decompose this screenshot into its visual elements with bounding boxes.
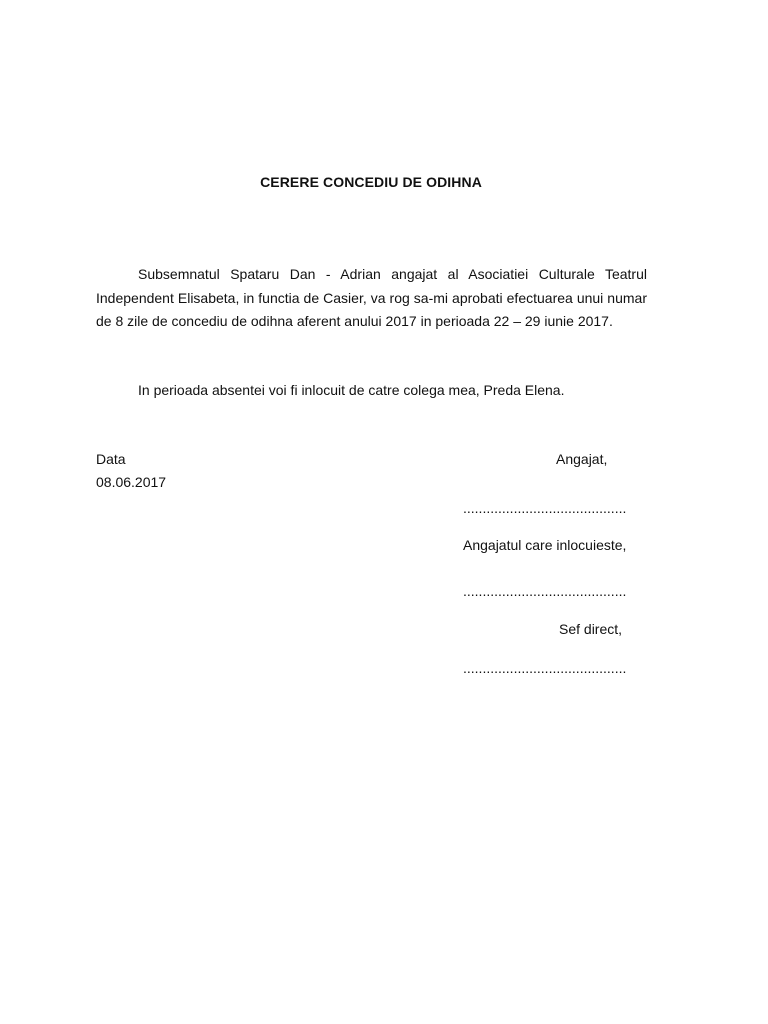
date-value: 08.06.2017	[96, 474, 167, 490]
date-label: Data	[96, 451, 126, 467]
replacer-label: Angajatul care inlocuieste,	[463, 537, 627, 553]
replacement-paragraph: In perioada absentei voi fi inlocuit de catre colega mea, Preda Elena.	[138, 382, 565, 398]
document-title: CERERE CONCEDIU DE ODIHNA	[260, 174, 482, 190]
request-paragraph: Subsemnatul Spataru Dan - Adrian angajat al Asociatiei Culturale Teatrul Independent Elisabeta, in functia de Casier, va rog sa-mi aprobati efectuarea unui numar de 8 zile de concediu de odihna aferent anului 2017 in perioada 22 – 29 iunie 2017.	[96, 266, 647, 329]
manager-label: Sef direct,	[559, 621, 623, 637]
replacer-signature-line: ..........................................	[463, 583, 627, 599]
employee-signature-line: ..........................................	[463, 500, 627, 516]
employee-label: Angajat,	[556, 451, 608, 467]
manager-signature-line: ..........................................	[463, 660, 627, 676]
